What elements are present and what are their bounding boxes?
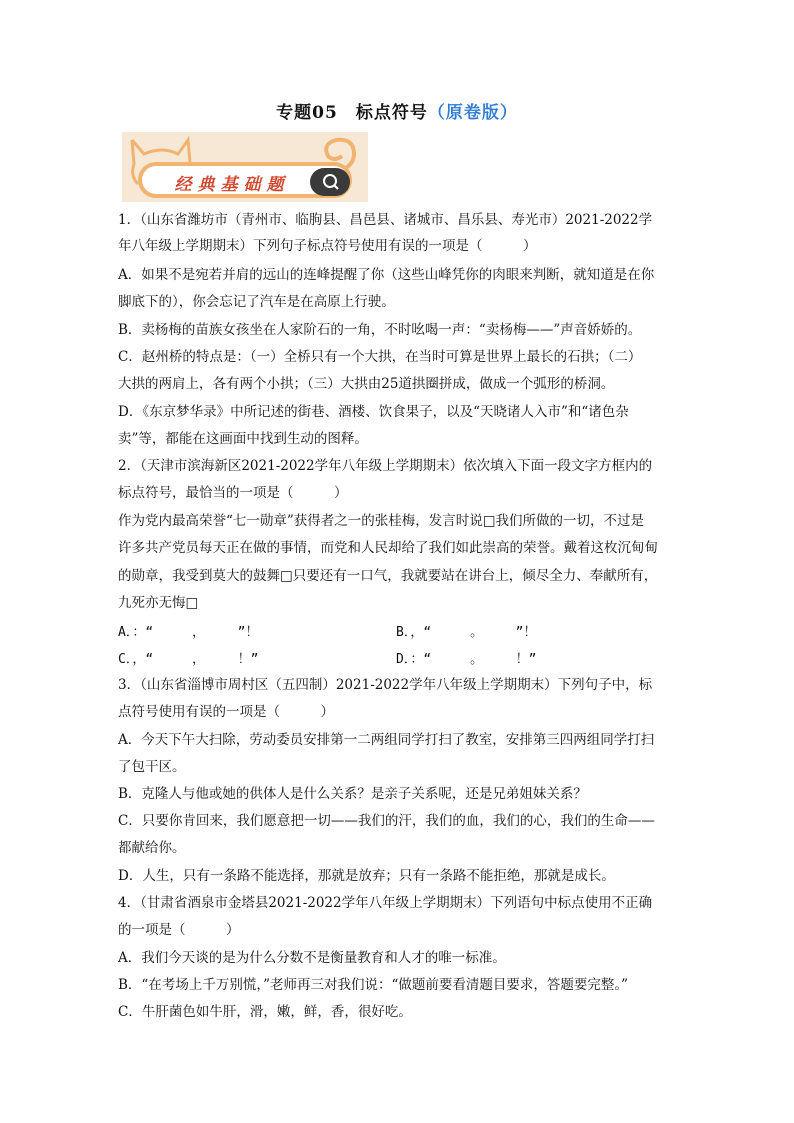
text-line: D．人生，只有一条路不能选择，那就是放弃；只有一条路不能拒绝，那就是成长。	[118, 868, 615, 884]
text-line: 3．（山东省淄博市周村区（五四制）2021-2022学年八年级上学期期末）下列句子中，标	[118, 677, 653, 693]
text-line: 九死亦无悔□	[118, 595, 199, 611]
text-line: 2．（天津市滨海新区2021-2022学年八年级上学期期末）依次填入下面一段文字方框内的	[118, 458, 653, 474]
text-line: 的勋章，我受到莫大的鼓舞□只要还有一口气，我就要站在讲台上，倾尽全力、奉献所有，	[118, 568, 658, 584]
banner-label: 经典基础题	[174, 175, 290, 195]
page-title	[0, 98, 794, 123]
title-accent: （原卷版）	[427, 103, 518, 123]
text-line: 1．（山东省潍坊市（青州市、临朐县、昌邑县、诸城市、昌乐县、寿光市）2021-2022学	[118, 212, 653, 228]
text-line: C．赵州桥的特点是：（一）全桥只有一个大拱，在当时可算是世界上最长的石拱；（二）	[118, 349, 642, 365]
text-line: A．如果不是宛若并肩的远山的连峰提醒了你（这些山峰凭你的肉眼来判断，就知道是在你	[118, 267, 655, 283]
option-d: D．：“ 。 ！”	[396, 652, 537, 667]
option-c: C．，“ ， ！”	[118, 652, 259, 667]
text-line: 4．（甘肃省酒泉市金塔县2021-2022学年八年级上学期期末）下列语句中标点使用不正确	[118, 895, 653, 911]
text-line: 的一项是（ ）	[118, 922, 240, 938]
text-line: A．我们今天谈的是为什么分数不是衡量教育和人才的唯一标准。	[118, 950, 506, 966]
text-line: B．“在考场上千万别慌，”老师再三对我们说：“做题前要看清题目要求，答题要完整。”	[118, 977, 629, 993]
text-line: 点符号使用有误的一项是（ ）	[118, 704, 334, 720]
text-line: B．卖杨梅的苗族女孩坐在人家阶石的一角，不时吆喝一声：“卖杨梅——”声音娇娇的。	[118, 322, 642, 338]
text-line: 年八年级上学期期末）下列句子标点符号使用有误的一项是（ ）	[118, 238, 537, 254]
text-line: D．《东京梦华录》中所记述的街巷、酒楼、饮食果子，以及“天晓诸人入市”和“诸色杂	[118, 404, 629, 420]
text-line: 标点符号，最恰当的一项是（ ）	[118, 485, 348, 501]
text-line: B．克隆人与他或她的供体人是什么关系？是亲子关系呢，还是兄弟姐妹关系？	[118, 786, 587, 802]
text-line: 了包干区。	[118, 759, 186, 775]
title-main: 专题05 标点符号	[276, 103, 428, 123]
search-icon	[310, 168, 350, 196]
text-line: 都献给你。	[118, 840, 186, 856]
text-line: 脚底下的），你会忘记了汽车是在高原上行驶。	[118, 294, 395, 310]
section-banner	[122, 132, 368, 202]
text-line: A．今天下午大扫除，劳动委员安排第一二两组同学打扫了教室，安排第三四两组同学打扫	[118, 732, 655, 748]
option-b: B．，“ 。 ”！	[396, 625, 537, 640]
text-line: 作为党内最高荣誉“七一勋章”获得者之一的张桂梅，发言时说□我们所做的一切，不过是	[118, 513, 645, 529]
option-a: A．：“ ， ”！	[118, 625, 259, 640]
text-line: 许多共产党员每天正在做的事情，而党和人民却给了我们如此崇高的荣誉。戴着这枚沉甸甸	[118, 540, 658, 556]
text-line: C．牛肝菌色如牛肝，滑，嫩，鲜，香，很好吃。	[118, 1004, 412, 1020]
text-line: 卖”等，都能在这画面中找到生动的图释。	[118, 431, 368, 447]
text-line: 大拱的两肩上，各有两个小拱；（三）大拱由25道拱圈拼成，做成一个弧形的桥洞。	[118, 376, 615, 392]
text-line: C．只要你肯回来，我们愿意把一切——我们的汗，我们的血，我们的心，我们的生命——	[118, 813, 655, 829]
